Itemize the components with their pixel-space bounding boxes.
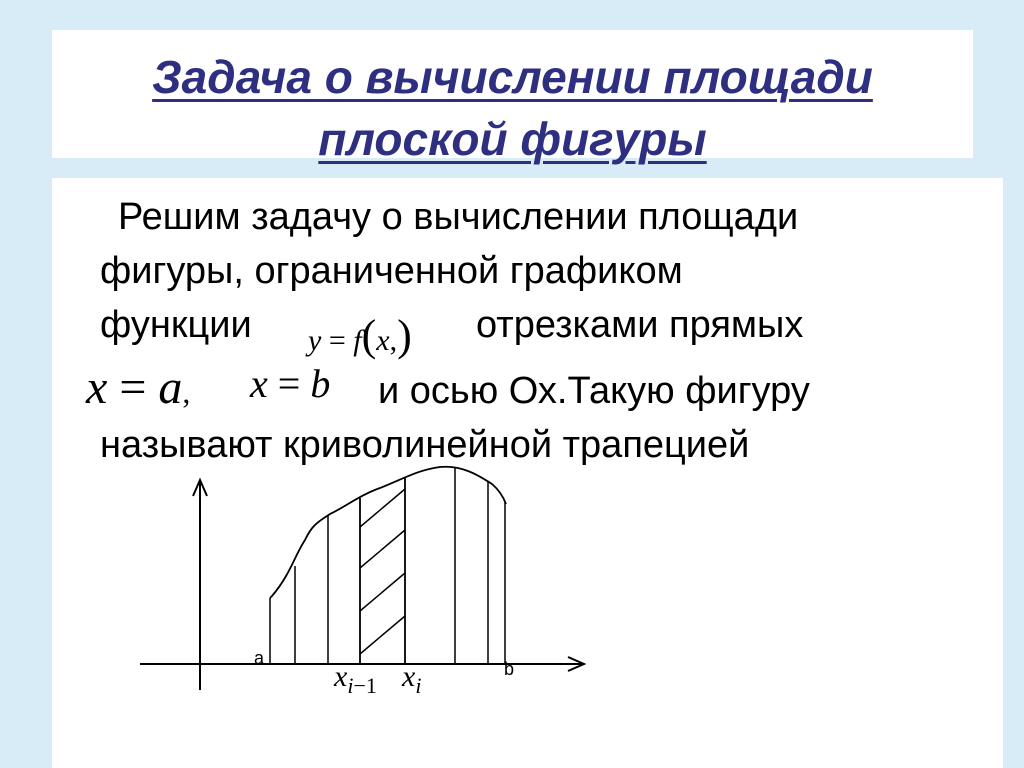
paragraph-line-4-end: и осью Ох.Такую фигуру — [378, 370, 810, 412]
hatched-strip — [360, 489, 405, 654]
line-a-formula: x = a, — [86, 361, 191, 414]
line-b-formula: x = b — [250, 361, 331, 406]
label-b: b — [504, 659, 515, 679]
label-x-i: $x_i$ — [402, 660, 422, 698]
paragraph-line-1: Решим задачу о вычислении площади — [118, 196, 799, 238]
function-curve — [270, 467, 506, 598]
label-x-i-minus-1: $x_{i-1}$ — [334, 660, 377, 698]
slide-title-line-1: Задача о вычислении площади — [152, 51, 873, 103]
paragraph-line-3-end: отрезками прямых — [476, 304, 804, 346]
slide-title-line-2: плоской фигуры — [318, 113, 707, 165]
paragraph-line-5: называют криволинейной трапецией — [100, 424, 750, 466]
label-a: a — [254, 648, 265, 668]
function-formula: y = f(x,) — [308, 311, 412, 360]
paragraph-line-3-start: функции — [100, 304, 252, 346]
paragraph-line-2: фигуры, ограниченной графиком — [100, 250, 683, 292]
